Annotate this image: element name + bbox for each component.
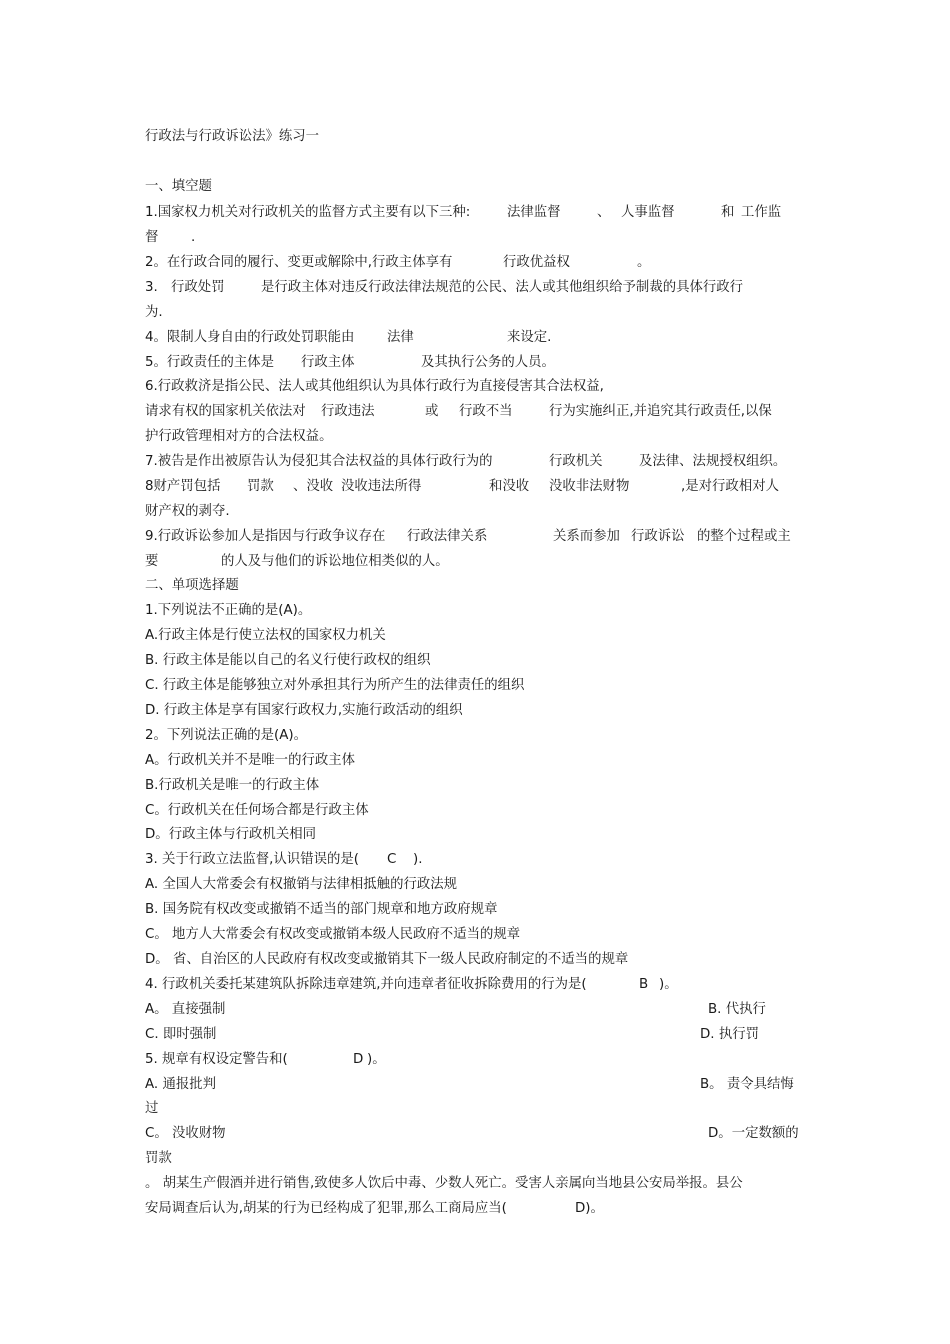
- option-text: A.行政主体是行使立法权的国家权力机关: [145, 628, 386, 643]
- q9-answer-2: 行政诉讼: [631, 529, 685, 544]
- q8-answer-2: 没收违法所得: [341, 479, 422, 494]
- section-heading-fill-blank: [145, 178, 815, 196]
- mc4-end: )。: [659, 977, 678, 992]
- q1-text: 1.国家权力机关对行政机关的监督方式主要有以下三种:: [145, 205, 471, 220]
- q7-answer: 行政机关: [549, 454, 603, 469]
- q3-line2: [145, 304, 815, 322]
- q9-answer-1: 行政法律关系: [407, 529, 488, 544]
- mc2-option-d: [145, 826, 815, 844]
- mc4-option-c: C. 即时强制: [145, 1027, 217, 1042]
- mc1-question: [145, 602, 815, 620]
- mc5-option-d: D。一定数额的: [708, 1126, 799, 1141]
- q6-text: 6.行政救济是指公民、法人或其他组织认为具体行政行为直接侵害其合法权益,: [145, 379, 604, 394]
- option-text: D。 省、自治区的人民政府有权改变或撤销其下一级人民政府制定的不适当的规章: [145, 952, 629, 967]
- q7-text: 7.被告是作出被原告认为侵犯其合法权益的具体行政行为的: [145, 454, 493, 469]
- option-text: B. 行政主体是能以自己的名义行使行政权的组织: [145, 653, 431, 668]
- mc3-answer: C: [387, 852, 397, 867]
- q1-end: .: [191, 230, 196, 245]
- mc2-option-c: [145, 802, 815, 820]
- option-text: C。行政机关在任何场合都是行政主体: [145, 803, 369, 818]
- mc3-end: ).: [413, 852, 423, 867]
- q9-mid: 关系而参加: [553, 529, 620, 544]
- section-text: 二、单项选择题: [145, 578, 239, 593]
- q1-answer-1: 法律监督: [507, 205, 561, 220]
- mc4-option-a: A。 直接强制: [145, 1002, 226, 1017]
- mc3-option-d: [145, 951, 815, 969]
- mc5-end: )。: [367, 1052, 386, 1067]
- mc6-text: 。 胡某生产假酒并进行销售,致使多人饮后中毒、少数人死亡。受害人亲属向当地县公安局举报。县公: [145, 1176, 743, 1191]
- q7-end: 及法律、法规授权组织。: [639, 454, 787, 469]
- option-text: C. 行政主体是能够独立对外承担其行为所产生的法律责任的组织: [145, 678, 525, 693]
- mc1-option-d: [145, 702, 815, 720]
- mc5-options-row1-cont: [145, 1100, 815, 1118]
- q6-line3: [145, 428, 815, 446]
- q6-or: 或: [425, 404, 439, 419]
- option-text: B.行政机关是唯一的行政主体: [145, 778, 320, 793]
- title-text: 行政法与行政诉讼法》练习一: [145, 129, 320, 144]
- mc5-answer: D: [353, 1052, 364, 1067]
- q8-mid: 、没收: [293, 479, 334, 494]
- mc2-question: [145, 727, 815, 745]
- q3-answer: 行政处罚: [171, 280, 225, 295]
- q4-end: 来设定.: [507, 330, 552, 345]
- q6-line1: [145, 378, 815, 396]
- q6-text-end: 护行政管理相对方的合法权益。: [145, 429, 333, 444]
- q1-answer-3: 工作监: [741, 205, 782, 220]
- q8-and: 和没收: [489, 479, 530, 494]
- q6-answer-1: 行政违法: [321, 404, 375, 419]
- mc4-text: 4. 行政机关委托某建筑队拆除违章建筑,并向违章者征收拆除费用的行为是(: [145, 977, 587, 992]
- document-title: [145, 128, 815, 146]
- q8-answer-1: 罚款: [247, 479, 274, 494]
- mc2-option-b: [145, 777, 815, 795]
- mc5-option-b-cont: 过: [145, 1101, 159, 1116]
- mc5-option-a: A. 通报批判: [145, 1077, 216, 1092]
- q1-and: 和: [721, 205, 735, 220]
- q2-end: 。: [637, 255, 651, 270]
- q9-text-end: 的人及与他们的诉讼地位相类似的人。: [221, 554, 449, 569]
- option-text: A。行政机关并不是唯一的行政主体: [145, 753, 356, 768]
- mc4-option-b: B. 代执行: [708, 1002, 766, 1017]
- mc1-text: 1.下列说法不正确的是(A)。: [145, 603, 312, 618]
- mc1-option-a: [145, 627, 815, 645]
- q6-text-cont: 请求有权的国家机关依法对: [145, 404, 306, 419]
- mc3-option-a: [145, 876, 815, 894]
- q4-answer: 法律: [387, 330, 414, 345]
- q3-number: 3.: [145, 280, 158, 295]
- mc6-text-cont: 安局调查后认为,胡某的行为已经构成了犯罪,那么工商局应当(: [145, 1201, 507, 1216]
- mc5-option-d-cont: 罚款: [145, 1151, 172, 1166]
- q5-text: 5。行政责任的主体是: [145, 355, 275, 370]
- q6-answer-2: 行政不当: [459, 404, 513, 419]
- mc4-option-d: D. 执行罚: [700, 1027, 759, 1042]
- mc2-option-a: [145, 752, 815, 770]
- mc6-answer: D)。: [575, 1201, 604, 1216]
- q8-end: ,是对行政相对人: [681, 479, 779, 494]
- q9-text-cont: 要: [145, 554, 159, 569]
- q2-answer: 行政优益权: [503, 255, 570, 270]
- section-text: 一、填空题: [145, 179, 212, 194]
- q8-text-cont: 财产权的剥夺.: [145, 504, 230, 519]
- mc3-option-b: [145, 901, 815, 919]
- option-text: A. 全国人大常委会有权撤销与法律相抵触的行政法规: [145, 877, 458, 892]
- q2-text: 2。在行政合同的履行、变更或解除中,行政主体享有: [145, 255, 453, 270]
- q6-text-tail: 行为实施纠正,并追究其行政责任,以保: [549, 404, 772, 419]
- mc2-text: 2。下列说法正确的是(A)。: [145, 728, 308, 743]
- q1-answer-3-cont: 督: [145, 230, 159, 245]
- q1-separator: 、: [597, 205, 611, 220]
- mc5-options-row2-cont: [145, 1150, 815, 1168]
- mc5-option-c: C。 没收财物: [145, 1126, 226, 1141]
- option-text: C。 地方人大常委会有权改变或撤销本级人民政府不适当的规章: [145, 927, 521, 942]
- mc1-option-b: [145, 652, 815, 670]
- mc6-line1: [145, 1175, 815, 1193]
- q8-text: 8财产罚包括: [145, 479, 221, 494]
- section-heading-single-choice: [145, 577, 815, 595]
- q3-text: 是行政主体对违反行政法律法规范的公民、法人或其他组织给予制裁的具体行政行: [261, 280, 744, 295]
- q5-end: 及其执行公务的人员。: [421, 355, 555, 370]
- option-text: D。行政主体与行政机关相同: [145, 827, 316, 842]
- q1-answer-2: 人事监督: [621, 205, 675, 220]
- q5-answer: 行政主体: [301, 355, 355, 370]
- q3-text-cont: 为.: [145, 305, 163, 320]
- mc3-text: 3. 关于行政立法监督,认识错误的是(: [145, 852, 359, 867]
- q8-answer-3: 没收非法财物: [549, 479, 630, 494]
- mc1-option-c: [145, 677, 815, 695]
- mc5-option-b: B。 责令具结悔: [700, 1077, 794, 1092]
- mc5-text: 5. 规章有权设定警告和(: [145, 1052, 288, 1067]
- option-text: B. 国务院有权改变或撤销不适当的部门规章和地方政府规章: [145, 902, 498, 917]
- mc3-option-c: [145, 926, 815, 944]
- q9-end: 的整个过程或主: [697, 529, 791, 544]
- q8-line2: [145, 503, 815, 521]
- q4-text: 4。限制人身自由的行政处罚职能由: [145, 330, 355, 345]
- q9-text: 9.行政诉讼参加人是指因与行政争议存在: [145, 529, 386, 544]
- option-text: D. 行政主体是享有国家行政权力,实施行政活动的组织: [145, 703, 463, 718]
- mc4-answer: B: [639, 977, 649, 992]
